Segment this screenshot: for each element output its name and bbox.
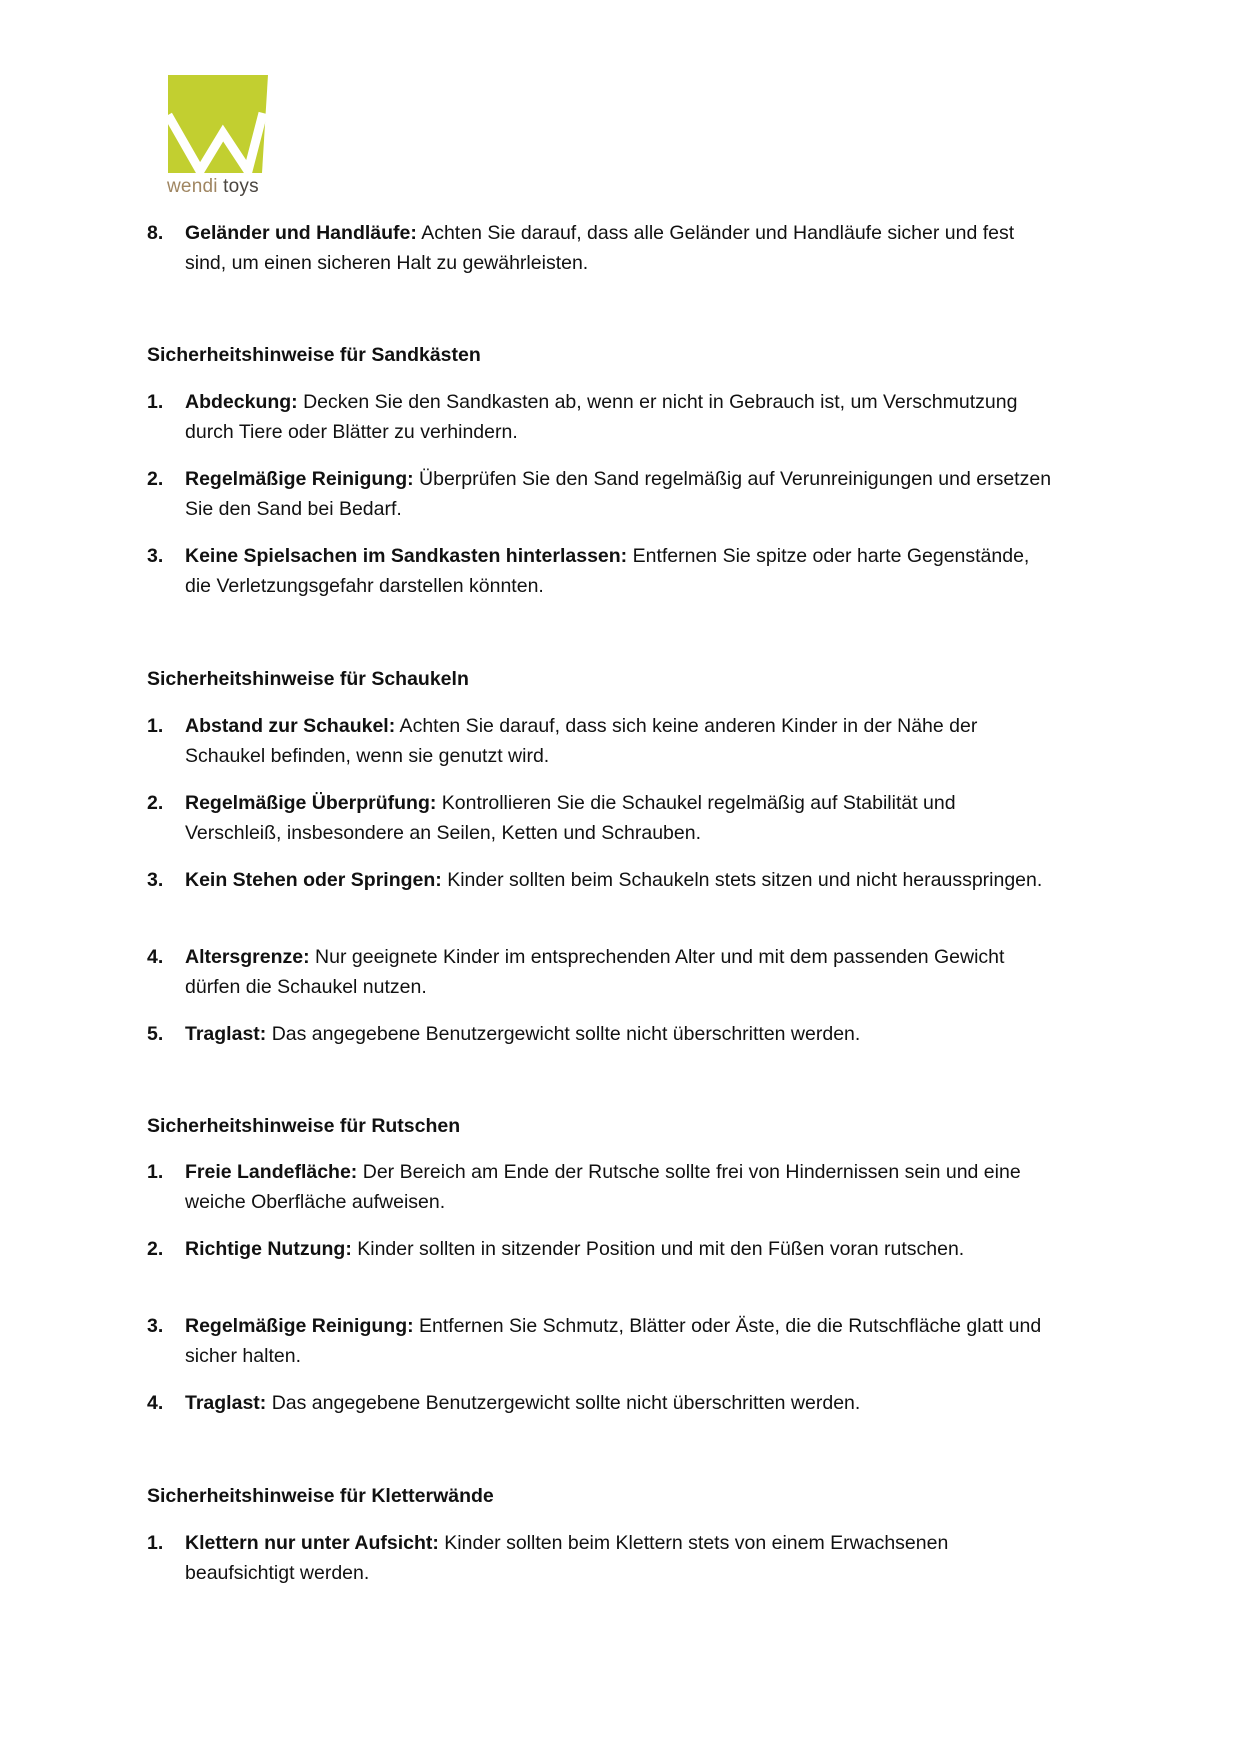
list-item — [147, 1528, 1055, 1588]
list-item-text: Das angegebene Benutzergewicht sollte nicht überschritten werden. — [266, 1023, 861, 1045]
list-item-label: Abstand zur Schaukel: — [185, 715, 396, 737]
list-item-gelaender — [147, 218, 1055, 278]
list-item-text: Kinder sollten in sitzender Position und mit den Füßen voran rutschen. — [351, 1238, 965, 1260]
list-item-number: 2. — [147, 1238, 164, 1260]
list-item — [147, 1311, 1055, 1371]
section-heading-kletterwaende: Sicherheitshinweise für Kletterwände — [147, 1485, 494, 1507]
list-item-number: 3. — [147, 545, 164, 567]
list-item-label: Geländer und Handläufe: — [185, 222, 417, 244]
list-item-label: Abdeckung: — [185, 391, 298, 413]
list-item-label: Klettern nur unter Aufsicht: — [185, 1532, 439, 1554]
logo-wordmark — [167, 176, 259, 198]
logo-word-wendi: wendi — [167, 176, 218, 197]
list-item-text: Entfernen Sie spitze oder harte Gegenstände, die Verletzungsgefahr darstellen könnten. — [185, 545, 1030, 597]
list-item — [147, 387, 1055, 447]
list-item-number: 3. — [147, 869, 164, 891]
list-item-number: 4. — [147, 946, 164, 968]
list-item — [147, 1234, 1055, 1264]
list-item-number: 5. — [147, 1023, 164, 1045]
section-heading-rutschen: Sicherheitshinweise für Rutschen — [147, 1115, 461, 1137]
list-item-label: Regelmäßige Reinigung: — [185, 468, 414, 490]
list-item-label: Kein Stehen oder Springen: — [185, 869, 442, 891]
list-item-text: Achten Sie darauf, dass alle Geländer und Handläufe sicher und fest sind, um einen sicheren Halt zu gewährleisten. — [185, 222, 1015, 274]
list-item-text: Decken Sie den Sandkasten ab, wenn er nicht in Gebrauch ist, um Verschmutzung durch Tiere oder Blätter zu verhindern. — [185, 391, 1018, 443]
list-item-number: 1. — [147, 1161, 164, 1183]
list-item-text: Kontrollieren Sie die Schaukel regelmäßig auf Stabilität und Verschleiß, insbesondere an Seilen, Ketten und Schrauben. — [185, 792, 956, 844]
list-item — [147, 865, 1055, 895]
list-item-text: Überprüfen Sie den Sand regelmäßig auf Verunreinigungen und ersetzen Sie den Sand bei Bedarf. — [185, 468, 1052, 520]
list-item-label: Altersgrenze: — [185, 946, 310, 968]
list-item-number: 3. — [147, 1315, 164, 1337]
list-item-label: Regelmäßige Überprüfung: — [185, 792, 437, 814]
list-item-number: 2. — [147, 468, 164, 490]
list-item-number: 8. — [147, 222, 164, 244]
section-heading-schaukeln: Sicherheitshinweise für Schaukeln — [147, 668, 469, 690]
list-item-text: Achten Sie darauf, dass sich keine anderen Kinder in der Nähe der Schaukel befinden, wenn sie genutzt wird. — [185, 715, 978, 767]
list-item-text: Das angegebene Benutzergewicht sollte nicht überschritten werden. — [266, 1392, 861, 1414]
list-item-text: Kinder sollten beim Schaukeln stets sitzen und nicht herausspringen. — [441, 869, 1043, 891]
list-item — [147, 1388, 1055, 1418]
list-item-text: Kinder sollten beim Klettern stets von einem Erwachsenen beaufsichtigt werden. — [185, 1532, 949, 1584]
list-item-label: Traglast: — [185, 1023, 267, 1045]
list-item-number: 1. — [147, 715, 164, 737]
list-item-text: Nur geeignete Kinder im entsprechenden Alter und mit dem passenden Gewicht dürfen die Schaukel nutzen. — [185, 946, 1005, 998]
list-item-label: Regelmäßige Reinigung: — [185, 1315, 414, 1337]
list-item — [147, 541, 1055, 601]
list-item-number: 1. — [147, 1532, 164, 1554]
list-item-number: 4. — [147, 1392, 164, 1414]
list-item-text: Entfernen Sie Schmutz, Blätter oder Äste, die die Rutschfläche glatt und sicher halten. — [185, 1315, 1042, 1367]
list-item-text: Der Bereich am Ende der Rutsche sollte frei von Hindernissen sein und eine weiche Oberfläche aufweisen. — [185, 1161, 1021, 1213]
list-item — [147, 788, 1055, 848]
list-item — [147, 942, 1055, 1002]
list-item — [147, 1157, 1055, 1217]
wendi-toys-w-logo-icon — [166, 75, 268, 173]
list-item-label: Keine Spielsachen im Sandkasten hinterlassen: — [185, 545, 628, 567]
list-item-number: 1. — [147, 391, 164, 413]
list-item-label: Freie Landefläche: — [185, 1161, 358, 1183]
list-item — [147, 464, 1055, 524]
section-heading-sandkaesten: Sicherheitshinweise für Sandkästen — [147, 344, 481, 366]
wendi-toys-logo — [166, 75, 276, 203]
list-item — [147, 1019, 1055, 1049]
list-item-number: 2. — [147, 792, 164, 814]
logo-word-toys: toys — [223, 176, 259, 197]
list-item-label: Traglast: — [185, 1392, 267, 1414]
list-item — [147, 711, 1055, 771]
list-item-label: Richtige Nutzung: — [185, 1238, 352, 1260]
